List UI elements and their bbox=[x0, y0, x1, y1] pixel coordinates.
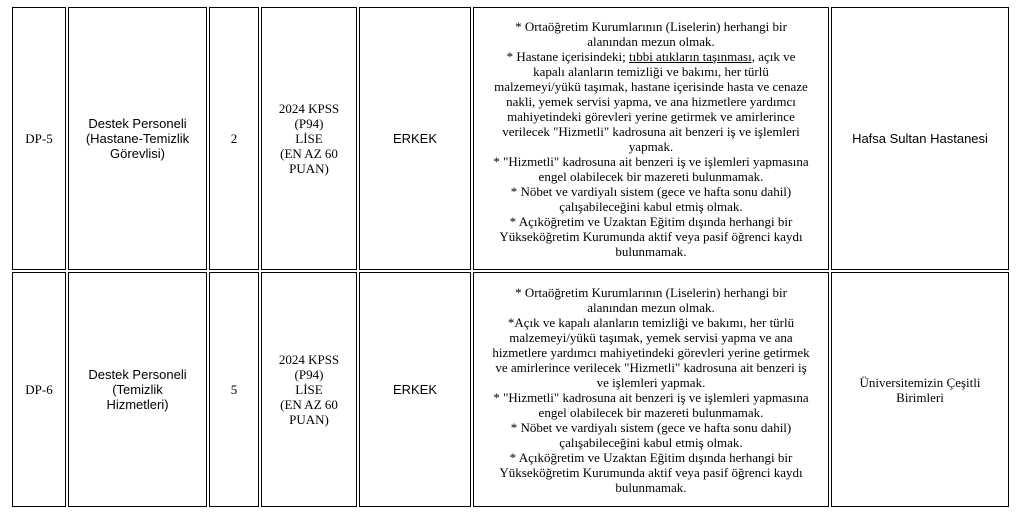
requirement-line: * Nöbet ve vardiyalı sistem (gece ve hafta sonu dahil) bbox=[510, 419, 792, 435]
requirement-line: çalışabileceğini kabul etmiş olmak. bbox=[559, 198, 743, 214]
requirement-line: malzemeyi/yükü taşımak, yemek servisi yapma ve ana bbox=[509, 329, 793, 345]
unit-name: Üniversitemizin Çeşitli Birimleri bbox=[831, 272, 1009, 507]
requirement-line: * Ortaöğretim Kurumlarının (Liselerin) herhangi bir bbox=[515, 284, 787, 300]
requirement-line: bulunmamak. bbox=[615, 479, 687, 495]
requirement-line: alanından mezun olmak. bbox=[587, 299, 715, 315]
requirement-line: yapmak. bbox=[628, 138, 674, 154]
requirement-line: * "Hizmetli" kadrosuna ait benzeri iş ve işlemleri yapmasına bbox=[493, 153, 809, 169]
position-count: 5 bbox=[209, 272, 259, 507]
requirement-line: nakli, yemek servisi yapma, ve ana hizmetlere yardımcı bbox=[506, 93, 796, 109]
requirement-line: kapalı alanların temizliği ve bakımı, her türlü bbox=[533, 63, 769, 79]
position-code: DP-5 bbox=[12, 7, 66, 270]
requirement-line: *Açık ve kapalı alanların temizliği ve bakımı, her türlü bbox=[507, 314, 795, 330]
position-title: Destek Personeli (Temizlik Hizmetleri) bbox=[68, 272, 207, 507]
position-count: 2 bbox=[209, 7, 259, 270]
requirement-line: malzemeyi/yükü taşımak, hastane içerisinde hasta ve cenaze bbox=[494, 78, 808, 94]
requirement-line: * Nöbet ve vardiyalı sistem (gece ve hafta sonu dahil) bbox=[510, 183, 792, 199]
requirements bbox=[473, 7, 829, 270]
requirement-line: * Ortaöğretim Kurumlarının (Liselerin) herhangi bir bbox=[515, 18, 787, 34]
exam-requirement: 2024 KPSS (P94) LİSE (EN AZ 60 PUAN) bbox=[261, 7, 357, 270]
requirements bbox=[473, 272, 829, 507]
requirement-line: ve amirlerince verilecek "Hizmetli" kadrosuna ait benzeri iş bbox=[495, 359, 807, 375]
requirement-line: çalışabileceğini kabul etmiş olmak. bbox=[559, 434, 743, 450]
requirement-line: * Açıköğretim ve Uzaktan Eğitim dışında herhangi bir bbox=[509, 213, 793, 229]
requirement-line: * "Hizmetli" kadrosuna ait benzeri iş ve işlemleri yapmasına bbox=[493, 389, 809, 405]
positions-table bbox=[10, 5, 1011, 509]
requirement-line: ve işlemleri yapmak. bbox=[596, 374, 706, 390]
requirement-line: * Açıköğretim ve Uzaktan Eğitim dışında herhangi bir bbox=[509, 449, 793, 465]
gender: ERKEK bbox=[359, 272, 471, 507]
requirement-line: Yükseköğretim Kurumunda aktif veya pasif öğrenci kaydı bbox=[499, 464, 803, 480]
requirement-line: mahiyetindeki görevleri yerine getirmek ve amirlerince bbox=[507, 108, 795, 124]
unit-name: Hafsa Sultan Hastanesi bbox=[831, 7, 1009, 270]
requirement-line: engel olabilecek bir mazereti bulunmamak. bbox=[538, 404, 764, 420]
gender: ERKEK bbox=[359, 7, 471, 270]
position-title: Destek Personeli (Hastane-Temizlik Görevlisi) bbox=[68, 7, 207, 270]
requirement-line: * Hastane içerisindeki; tıbbi atıkların taşınması, açık ve bbox=[506, 48, 796, 64]
position-code: DP-6 bbox=[12, 272, 66, 507]
requirement-line: alanından mezun olmak. bbox=[587, 33, 715, 49]
requirement-line: verilecek "Hizmetli" kadrosuna ait benzeri iş ve işlemleri bbox=[502, 123, 800, 139]
requirement-line: engel olabilecek bir mazereti bulunmamak. bbox=[538, 168, 764, 184]
requirement-line: bulunmamak. bbox=[615, 243, 687, 259]
exam-requirement: 2024 KPSS (P94) LİSE (EN AZ 60 PUAN) bbox=[261, 272, 357, 507]
table-row bbox=[12, 272, 1009, 507]
table-row bbox=[12, 7, 1009, 270]
requirement-line: hizmetlere yardımcı mahiyetindeki görevleri yerine getirmek bbox=[492, 344, 810, 360]
requirement-line: Yükseköğretim Kurumunda aktif veya pasif öğrenci kaydı bbox=[499, 228, 803, 244]
